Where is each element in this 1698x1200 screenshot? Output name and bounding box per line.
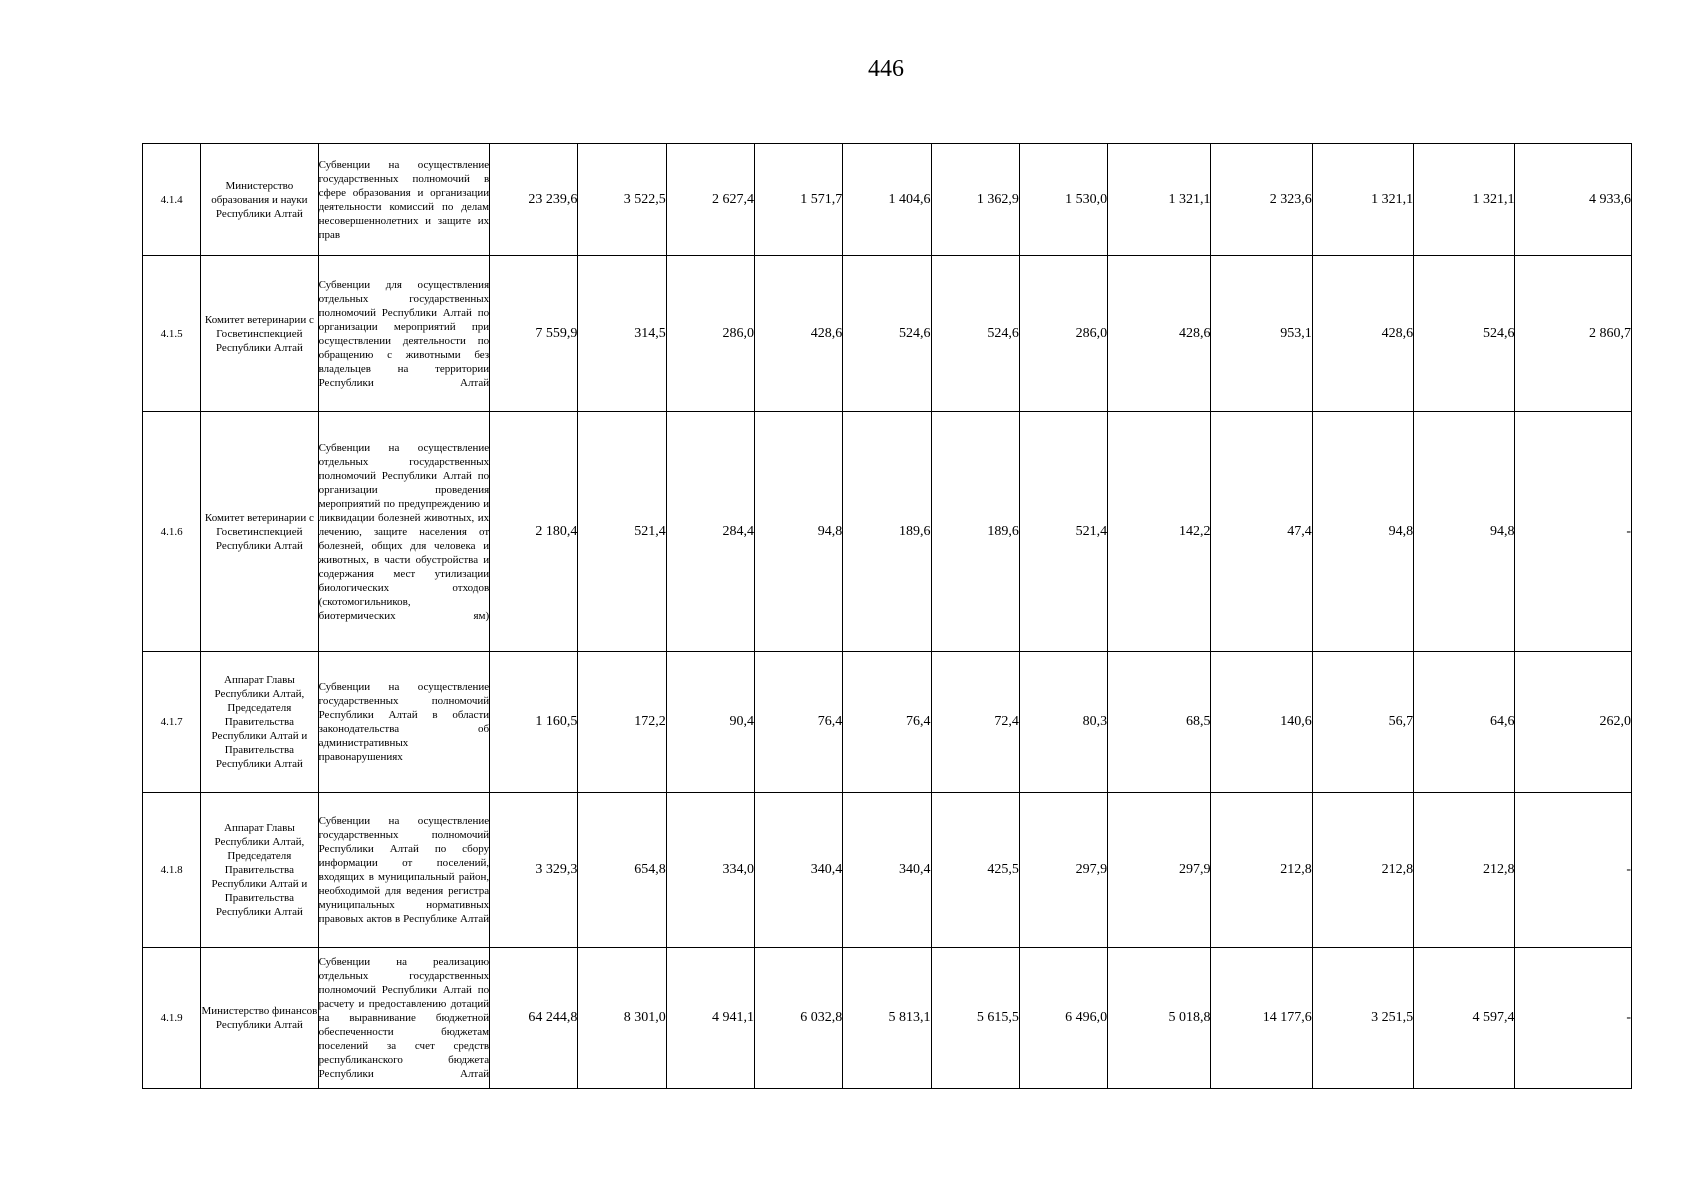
table-row xyxy=(143,948,1632,1089)
table-row xyxy=(143,412,1632,652)
value-cell: 212,8 xyxy=(1414,793,1515,948)
value-cell: 68,5 xyxy=(1108,652,1211,793)
organization-cell: Аппарат Главы Республики Алтай, Председателя Правительства Республики Алтай и Правительства Республики Алтай xyxy=(201,793,318,948)
value-cell: 524,6 xyxy=(843,256,931,412)
value-cell: 4 933,6 xyxy=(1515,144,1632,256)
description-cell: Субвенции на осуществление отдельных государственных полномочий Республики Алтай по организации проведения мероприятий по предупреждению и ликвидации болезней животных, их лечению, защите населения от болезней, общих для человека и животных, в части обустройства и содержания мест утилизации биологических отходов (скотомогильников, биотермических ям) xyxy=(318,412,490,652)
value-cell: 4 597,4 xyxy=(1414,948,1515,1089)
value-cell: 6 032,8 xyxy=(754,948,842,1089)
value-cell: 142,2 xyxy=(1108,412,1211,652)
value-cell: 64 244,8 xyxy=(490,948,578,1089)
organization-cell: Аппарат Главы Республики Алтай, Председателя Правительства Республики Алтай и Правительства Республики Алтай xyxy=(201,652,318,793)
value-cell: 654,8 xyxy=(578,793,666,948)
description-cell: Субвенции на осуществление государственных полномочий Республики Алтай в области законодательства об административных правонарушениях xyxy=(318,652,490,793)
value-cell: 14 177,6 xyxy=(1211,948,1312,1089)
organization-cell: Министерство финансов Республики Алтай xyxy=(201,948,318,1089)
value-cell: 524,6 xyxy=(1414,256,1515,412)
value-cell: 428,6 xyxy=(1312,256,1413,412)
value-cell: 2 860,7 xyxy=(1515,256,1632,412)
value-cell: 56,7 xyxy=(1312,652,1413,793)
organization-cell: Комитет ветеринарии с Госветинспекцией Республики Алтай xyxy=(201,256,318,412)
value-cell: 90,4 xyxy=(666,652,754,793)
value-cell: 3 251,5 xyxy=(1312,948,1413,1089)
description-cell: Субвенции на осуществление государственных полномочий в сфере образования и организации деятельности комиссий по делам несовершеннолетних и защите их прав xyxy=(318,144,490,256)
value-cell: 1 362,9 xyxy=(931,144,1019,256)
description-cell: Субвенции для осуществления отдельных государственных полномочий Республики Алтай по организации мероприятий при осуществлении деятельности по обращению с животными без владельцев на территории Республики Алтай xyxy=(318,256,490,412)
value-cell: 47,4 xyxy=(1211,412,1312,652)
value-cell: 3 329,3 xyxy=(490,793,578,948)
value-cell: 314,5 xyxy=(578,256,666,412)
value-cell: 1 321,1 xyxy=(1312,144,1413,256)
value-cell: 140,6 xyxy=(1211,652,1312,793)
value-cell: 1 530,0 xyxy=(1019,144,1107,256)
value-cell: 262,0 xyxy=(1515,652,1632,793)
row-code-cell: 4.1.6 xyxy=(143,412,201,652)
value-cell: 1 160,5 xyxy=(490,652,578,793)
value-cell: 425,5 xyxy=(931,793,1019,948)
value-cell: 5 018,8 xyxy=(1108,948,1211,1089)
value-cell: 284,4 xyxy=(666,412,754,652)
value-cell: 7 559,9 xyxy=(490,256,578,412)
value-cell: 428,6 xyxy=(1108,256,1211,412)
value-cell: 76,4 xyxy=(843,652,931,793)
table-row xyxy=(143,793,1632,948)
description-cell: Субвенции на осуществление государственных полномочий Республики Алтай по сбору информации от поселений, входящих в муниципальный район, необходимой для ведения регистра муниципальных нормативных правовых актов в Республике Алтай xyxy=(318,793,490,948)
table-row xyxy=(143,144,1632,256)
value-cell: - xyxy=(1515,948,1632,1089)
value-cell: 3 522,5 xyxy=(578,144,666,256)
value-cell: 189,6 xyxy=(931,412,1019,652)
value-cell: 94,8 xyxy=(754,412,842,652)
value-cell: 340,4 xyxy=(754,793,842,948)
organization-cell: Министерство образования и науки Республики Алтай xyxy=(201,144,318,256)
budget-table xyxy=(142,143,1632,1089)
value-cell: 94,8 xyxy=(1414,412,1515,652)
row-code-cell: 4.1.7 xyxy=(143,652,201,793)
value-cell: 2 323,6 xyxy=(1211,144,1312,256)
value-cell: 212,8 xyxy=(1312,793,1413,948)
value-cell: 172,2 xyxy=(578,652,666,793)
value-cell: 23 239,6 xyxy=(490,144,578,256)
value-cell: 189,6 xyxy=(843,412,931,652)
value-cell: - xyxy=(1515,412,1632,652)
value-cell: 334,0 xyxy=(666,793,754,948)
value-cell: 2 180,4 xyxy=(490,412,578,652)
row-code-cell: 4.1.5 xyxy=(143,256,201,412)
value-cell: 6 496,0 xyxy=(1019,948,1107,1089)
value-cell: 286,0 xyxy=(1019,256,1107,412)
row-code-cell: 4.1.8 xyxy=(143,793,201,948)
value-cell: 297,9 xyxy=(1019,793,1107,948)
table-body xyxy=(143,144,1632,1089)
value-cell: 8 301,0 xyxy=(578,948,666,1089)
value-cell: 1 321,1 xyxy=(1108,144,1211,256)
value-cell: - xyxy=(1515,793,1632,948)
value-cell: 76,4 xyxy=(754,652,842,793)
value-cell: 1 321,1 xyxy=(1414,144,1515,256)
value-cell: 212,8 xyxy=(1211,793,1312,948)
description-cell: Субвенции на реализацию отдельных государственных полномочий Республики Алтай по расчету и предоставлению дотаций на выравнивание бюджетной обеспеченности бюджетам поселений за счет средств республиканского бюджета Республики Алтай xyxy=(318,948,490,1089)
row-code-cell: 4.1.9 xyxy=(143,948,201,1089)
value-cell: 5 615,5 xyxy=(931,948,1019,1089)
organization-cell: Комитет ветеринарии с Госветинспекцией Республики Алтай xyxy=(201,412,318,652)
table-row xyxy=(143,652,1632,793)
table-row xyxy=(143,256,1632,412)
value-cell: 297,9 xyxy=(1108,793,1211,948)
value-cell: 72,4 xyxy=(931,652,1019,793)
page-number: 446 xyxy=(868,56,904,82)
value-cell: 428,6 xyxy=(754,256,842,412)
value-cell: 524,6 xyxy=(931,256,1019,412)
value-cell: 521,4 xyxy=(1019,412,1107,652)
value-cell: 953,1 xyxy=(1211,256,1312,412)
value-cell: 1 571,7 xyxy=(754,144,842,256)
value-cell: 5 813,1 xyxy=(843,948,931,1089)
value-cell: 4 941,1 xyxy=(666,948,754,1089)
value-cell: 340,4 xyxy=(843,793,931,948)
value-cell: 80,3 xyxy=(1019,652,1107,793)
value-cell: 94,8 xyxy=(1312,412,1413,652)
value-cell: 286,0 xyxy=(666,256,754,412)
value-cell: 64,6 xyxy=(1414,652,1515,793)
value-cell: 521,4 xyxy=(578,412,666,652)
row-code-cell: 4.1.4 xyxy=(143,144,201,256)
value-cell: 2 627,4 xyxy=(666,144,754,256)
value-cell: 1 404,6 xyxy=(843,144,931,256)
